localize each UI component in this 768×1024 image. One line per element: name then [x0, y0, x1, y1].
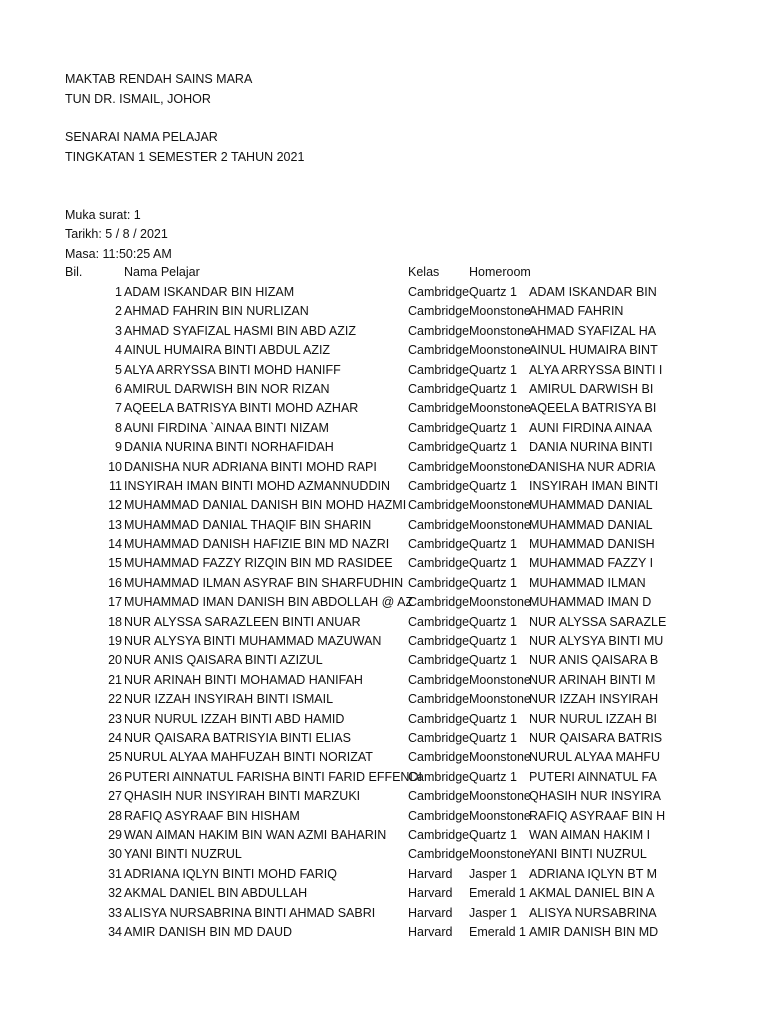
class-name: Cambridge: [408, 304, 470, 319]
student-name: YANI BINTI NUZRUL: [124, 847, 242, 862]
row-number: 33: [108, 905, 122, 920]
table-row: [0, 673, 768, 692]
student-list: [0, 285, 768, 944]
class-name: Cambridge: [408, 323, 470, 338]
student-name-repeat: WAN AIMAN HAKIM I: [529, 827, 651, 842]
homeroom: Moonstone: [469, 323, 531, 338]
student-name: NUR NURUL IZZAH BINTI ABD HAMID: [124, 711, 345, 726]
column-header-homeroom: Homeroom: [469, 265, 531, 279]
table-row: [0, 770, 768, 789]
row-number: 14: [108, 537, 122, 552]
row-number: 9: [115, 440, 122, 455]
student-name-repeat: ADAM ISKANDAR BIN: [529, 285, 657, 299]
row-number: 3: [115, 323, 122, 338]
homeroom: Moonstone: [469, 517, 531, 532]
school-name-line1: MAKTAB RENDAH SAINS MARA: [65, 72, 253, 86]
student-name: NUR ANIS QAISARA BINTI AZIZUL: [124, 653, 323, 668]
homeroom: Quartz 1: [469, 285, 517, 299]
student-name-repeat: NUR ALYSYA BINTI MU: [529, 634, 664, 649]
student-name: AHMAD FAHRIN BIN NURLIZAN: [124, 304, 309, 319]
class-name: Cambridge: [408, 711, 470, 726]
homeroom: Quartz 1: [469, 711, 517, 726]
student-name: AQEELA BATRISYA BINTI MOHD AZHAR: [124, 401, 359, 416]
homeroom: Quartz 1: [469, 614, 517, 629]
row-number: 24: [108, 730, 122, 745]
homeroom: Quartz 1: [469, 537, 517, 552]
class-name: Cambridge: [408, 827, 470, 842]
student-name: WAN AIMAN HAKIM BIN WAN AZMI BAHARIN: [124, 827, 387, 842]
table-row: [0, 460, 768, 479]
table-row: [0, 285, 768, 304]
table-row: [0, 304, 768, 323]
class-name: Harvard: [408, 924, 453, 939]
student-name-repeat: NUR IZZAH INSYIRAH: [529, 692, 659, 707]
class-name: Cambridge: [408, 478, 470, 493]
student-name-repeat: NUR ARINAH BINTI M: [529, 672, 656, 687]
homeroom: Quartz 1: [469, 440, 517, 455]
document-title-line2: TINGKATAN 1 SEMESTER 2 TAHUN 2021: [65, 150, 305, 164]
row-number: 34: [108, 924, 122, 939]
row-number: 23: [108, 711, 122, 726]
student-name: MUHAMMAD DANIAL THAQIF BIN SHARIN: [124, 517, 372, 532]
row-number: 2: [115, 304, 122, 319]
table-row: [0, 479, 768, 498]
column-header-bil: Bil.: [65, 265, 83, 279]
class-name: Cambridge: [408, 769, 470, 784]
student-name-repeat: ADRIANA IQLYN BT M: [529, 866, 658, 881]
row-number: 20: [108, 653, 122, 668]
student-name: QHASIH NUR INSYIRAH BINTI MARZUKI: [124, 789, 361, 804]
report-time: Masa: 11:50:25 AM: [65, 247, 172, 261]
student-name: DANISHA NUR ADRIANA BINTI MOHD RAPI: [124, 459, 377, 474]
student-name-repeat: AQEELA BATRISYA BI: [529, 401, 657, 416]
table-row: [0, 363, 768, 382]
student-name-repeat: MUHAMMAD DANIAL: [529, 517, 653, 532]
student-name-repeat: INSYIRAH IMAN BINTI: [529, 478, 659, 493]
student-name-repeat: AMIR DANISH BIN MD: [529, 924, 659, 939]
homeroom: Moonstone: [469, 847, 531, 862]
class-name: Cambridge: [408, 401, 470, 416]
homeroom: Quartz 1: [469, 478, 517, 493]
student-name-repeat: AHMAD FAHRIN: [529, 304, 624, 319]
row-number: 7: [115, 401, 122, 416]
student-name: AKMAL DANIEL BIN ABDULLAH: [124, 886, 308, 901]
student-name: AHMAD SYAFIZAL HASMI BIN ABD AZIZ: [124, 323, 356, 338]
table-row: [0, 634, 768, 653]
homeroom: Moonstone: [469, 459, 531, 474]
row-number: 10: [108, 459, 122, 474]
student-name: NUR ALYSYA BINTI MUHAMMAD MAZUWAN: [124, 634, 382, 649]
class-name: Cambridge: [408, 343, 470, 358]
class-name: Cambridge: [408, 595, 470, 610]
table-row: [0, 886, 768, 905]
table-row: [0, 382, 768, 401]
student-name: NUR ARINAH BINTI MOHAMAD HANIFAH: [124, 672, 363, 687]
row-number: 15: [108, 556, 122, 571]
table-row: [0, 518, 768, 537]
homeroom: Moonstone: [469, 692, 531, 707]
class-name: Cambridge: [408, 498, 470, 513]
student-name-repeat: AINUL HUMAIRA BINT: [529, 343, 658, 358]
student-name-repeat: AHMAD SYAFIZAL HA: [529, 323, 657, 338]
student-name: AUNI FIRDINA `AINAA BINTI NIZAM: [124, 420, 329, 435]
class-name: Cambridge: [408, 285, 470, 299]
class-name: Cambridge: [408, 362, 470, 377]
student-name: ALISYA NURSABRINA BINTI AHMAD SABRI: [124, 905, 376, 920]
row-number: 27: [108, 789, 122, 804]
row-number: 13: [108, 517, 122, 532]
row-number: 31: [108, 866, 122, 881]
column-header-kelas: Kelas: [408, 265, 440, 279]
homeroom: Quartz 1: [469, 556, 517, 571]
table-row: [0, 401, 768, 420]
row-number: 29: [108, 827, 122, 842]
student-name: ALYA ARRYSSA BINTI MOHD HANIFF: [124, 362, 341, 377]
student-name: DANIA NURINA BINTI NORHAFIDAH: [124, 440, 334, 455]
homeroom: Emerald 1: [469, 924, 526, 939]
table-row: [0, 653, 768, 672]
row-number: 1: [115, 285, 122, 299]
student-name: ADAM ISKANDAR BIN HIZAM: [124, 285, 295, 299]
homeroom: Moonstone: [469, 304, 531, 319]
student-name: NUR QAISARA BATRISYIA BINTI ELIAS: [124, 730, 351, 745]
row-number: 8: [115, 420, 122, 435]
class-name: Cambridge: [408, 440, 470, 455]
row-number: 12: [108, 498, 122, 513]
table-row: [0, 615, 768, 634]
row-number: 5: [115, 362, 122, 377]
class-name: Cambridge: [408, 692, 470, 707]
row-number: 6: [115, 381, 122, 396]
table-row: [0, 731, 768, 750]
student-name-repeat: MUHAMMAD DANIAL: [529, 498, 653, 513]
student-name: AINUL HUMAIRA BINTI ABDUL AZIZ: [124, 343, 331, 358]
class-name: Cambridge: [408, 575, 470, 590]
class-name: Cambridge: [408, 459, 470, 474]
student-name-repeat: DANISHA NUR ADRIA: [529, 459, 656, 474]
class-name: Cambridge: [408, 537, 470, 552]
homeroom: Moonstone: [469, 808, 531, 823]
table-row: [0, 867, 768, 886]
column-header-nama: Nama Pelajar: [124, 265, 200, 279]
student-name: AMIRUL DARWISH BIN NOR RIZAN: [124, 381, 330, 396]
homeroom: Quartz 1: [469, 634, 517, 649]
homeroom: Moonstone: [469, 672, 531, 687]
student-name-repeat: AUNI FIRDINA AINAA: [529, 420, 652, 435]
row-number: 22: [108, 692, 122, 707]
student-name: NUR IZZAH INSYIRAH BINTI ISMAIL: [124, 692, 334, 707]
student-name-repeat: MUHAMMAD IMAN D: [529, 595, 652, 610]
student-name: AMIR DANISH BIN MD DAUD: [124, 924, 293, 939]
student-name: NUR ALYSSA SARAZLEEN BINTI ANUAR: [124, 614, 361, 629]
student-name-repeat: NURUL ALYAA MAHFU: [529, 750, 661, 765]
class-name: Cambridge: [408, 808, 470, 823]
table-row: [0, 692, 768, 711]
homeroom: Moonstone: [469, 750, 531, 765]
homeroom: Moonstone: [469, 789, 531, 804]
student-name-repeat: NUR ALYSSA SARAZLE: [529, 614, 667, 629]
homeroom: Quartz 1: [469, 827, 517, 842]
student-name: MUHAMMAD DANIAL DANISH BIN MOHD HAZMI: [124, 498, 407, 513]
table-row: [0, 576, 768, 595]
homeroom: Moonstone: [469, 401, 531, 416]
student-name: INSYIRAH IMAN BINTI MOHD AZMANNUDDIN: [124, 478, 390, 493]
homeroom: Jasper 1: [469, 905, 517, 920]
row-number: 30: [108, 847, 122, 862]
student-name: RAFIQ ASYRAAF BIN HISHAM: [124, 808, 300, 823]
class-name: Cambridge: [408, 381, 470, 396]
row-number: 16: [108, 575, 122, 590]
table-row: [0, 712, 768, 731]
table-row: [0, 595, 768, 614]
student-name-repeat: YANI BINTI NUZRUL: [529, 847, 647, 862]
table-row: [0, 537, 768, 556]
row-number: 19: [108, 634, 122, 649]
class-name: Cambridge: [408, 634, 470, 649]
homeroom: Jasper 1: [469, 866, 517, 881]
homeroom: Moonstone: [469, 595, 531, 610]
homeroom: Moonstone: [469, 343, 531, 358]
student-name-repeat: RAFIQ ASYRAAF BIN H: [529, 808, 666, 823]
class-name: Cambridge: [408, 614, 470, 629]
student-name-repeat: MUHAMMAD FAZZY I: [529, 556, 654, 571]
homeroom: Moonstone: [469, 498, 531, 513]
class-name: Cambridge: [408, 556, 470, 571]
row-number: 25: [108, 750, 122, 765]
class-name: Cambridge: [408, 730, 470, 745]
homeroom: Emerald 1: [469, 886, 526, 901]
student-name-repeat: ALISYA NURSABRINA: [529, 905, 657, 920]
student-name: NURUL ALYAA MAHFUZAH BINTI NORIZAT: [124, 750, 373, 765]
homeroom: Quartz 1: [469, 769, 517, 784]
table-row: [0, 440, 768, 459]
table-row: [0, 324, 768, 343]
table-row: [0, 750, 768, 769]
table-row: [0, 847, 768, 866]
student-name: MUHAMMAD ILMAN ASYRAF BIN SHARFUDHIN: [124, 575, 404, 590]
homeroom: Quartz 1: [469, 575, 517, 590]
table-row: [0, 828, 768, 847]
class-name: Cambridge: [408, 789, 470, 804]
table-row: [0, 809, 768, 828]
table-row: [0, 789, 768, 808]
table-row: [0, 343, 768, 362]
student-name: PUTERI AINNATUL FARISHA BINTI FARID EFFENDI: [124, 769, 422, 784]
class-name: Cambridge: [408, 517, 470, 532]
homeroom: Quartz 1: [469, 653, 517, 668]
table-row: [0, 906, 768, 925]
table-row: [0, 925, 768, 944]
student-name-repeat: QHASIH NUR INSYIRA: [529, 789, 661, 804]
class-name: Cambridge: [408, 653, 470, 668]
page-number: Muka surat: 1: [65, 208, 141, 222]
class-name: Cambridge: [408, 420, 470, 435]
table-row: [0, 556, 768, 575]
student-name-repeat: DANIA NURINA BINTI: [529, 440, 653, 455]
student-name-repeat: NUR NURUL IZZAH BI: [529, 711, 658, 726]
class-name: Cambridge: [408, 847, 470, 862]
student-name: MUHAMMAD DANISH HAFIZIE BIN MD NAZRI: [124, 537, 390, 552]
student-name-repeat: NUR ANIS QAISARA B: [529, 653, 659, 668]
class-name: Harvard: [408, 905, 453, 920]
class-name: Harvard: [408, 866, 453, 881]
school-name-line2: TUN DR. ISMAIL, JOHOR: [65, 92, 211, 106]
homeroom: Quartz 1: [469, 381, 517, 396]
report-date: Tarikh: 5 / 8 / 2021: [65, 227, 168, 241]
student-name-repeat: MUHAMMAD ILMAN: [529, 575, 646, 590]
student-name-repeat: PUTERI AINNATUL FA: [529, 769, 657, 784]
row-number: 26: [108, 769, 122, 784]
student-name: MUHAMMAD FAZZY RIZQIN BIN MD RASIDEE: [124, 556, 393, 571]
row-number: 11: [109, 478, 122, 493]
student-name: ADRIANA IQLYN BINTI MOHD FARIQ: [124, 866, 337, 881]
student-name: MUHAMMAD IMAN DANISH BIN ABDOLLAH @ AZ: [124, 595, 414, 610]
row-number: 28: [108, 808, 122, 823]
class-name: Harvard: [408, 886, 453, 901]
class-name: Cambridge: [408, 672, 470, 687]
student-name-repeat: ALYA ARRYSSA BINTI I: [529, 362, 663, 377]
table-row: [0, 498, 768, 517]
class-name: Cambridge: [408, 750, 470, 765]
student-name-repeat: AKMAL DANIEL BIN A: [529, 886, 655, 901]
row-number: 21: [108, 672, 122, 687]
homeroom: Quartz 1: [469, 420, 517, 435]
row-number: 17: [108, 595, 122, 610]
student-name-repeat: NUR QAISARA BATRIS: [529, 730, 663, 745]
document-title-line1: SENARAI NAMA PELAJAR: [65, 130, 218, 144]
student-name-repeat: AMIRUL DARWISH BI: [529, 381, 654, 396]
row-number: 4: [115, 343, 122, 358]
homeroom: Quartz 1: [469, 362, 517, 377]
table-row: [0, 421, 768, 440]
homeroom: Quartz 1: [469, 730, 517, 745]
row-number: 32: [108, 886, 122, 901]
student-name-repeat: MUHAMMAD DANISH: [529, 537, 655, 552]
row-number: 18: [108, 614, 122, 629]
